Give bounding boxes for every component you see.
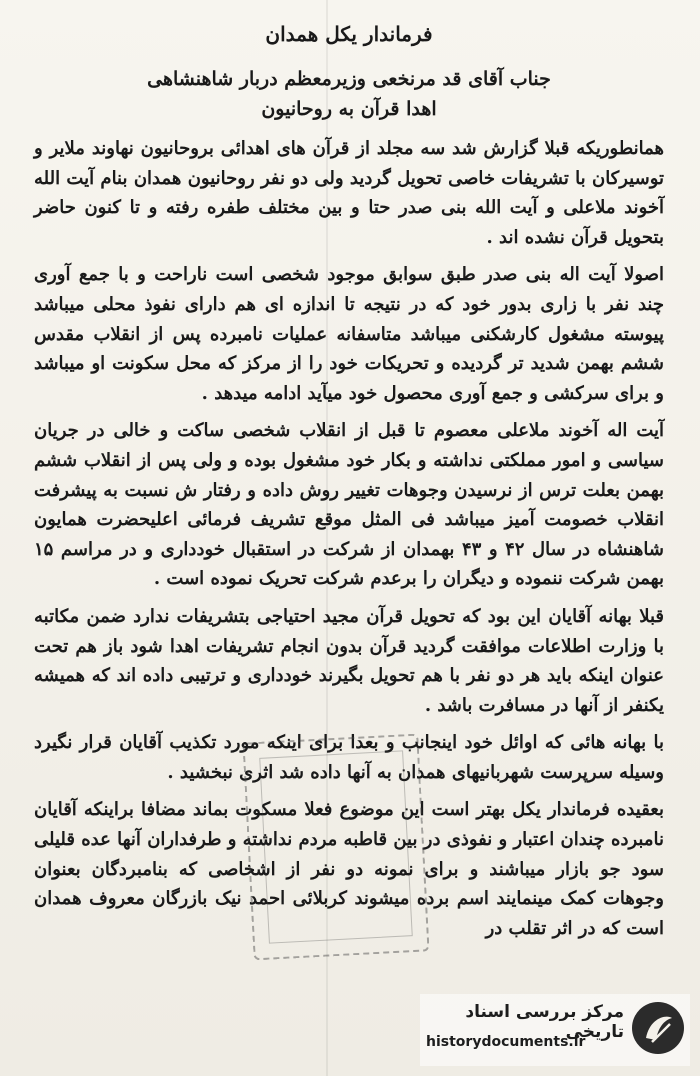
subject-line: اهدا قرآن به روحانیون [261,98,437,120]
paragraph-3: آیت اله آخوند ملاعلی معصوم تا قبل از انقلاب شخصی ساکت و خالی در جریان سیاسی و امور مملکتی نداشته و بکار خود مشغول بوده و ولی پس از انقلاب ششم بهمن بعلت ترس از نرسیدن وجوهات تغییر روش داده و رفتار ش نسبت به پیشرفت انقلاب خصومت آمیز میباشد فی المثل موقع تشریف فرمائی اعلیحضرت همایون شاهنشاه در سال ۴۲ و ۴۳ بهمدان از شرکت در استقبال خودداری و در مراسم ۱۵ بهمن شرکت ننموده و دیگران را برعدم شرکت تحریک نموده است . [34,420,664,590]
paragraph-6: بعقیده فرماندار یکل بهتر است این موضوع فعلا مسکوت بماند مضافا براینکه آقایان نامبرده چندان اعتبار و نفوذی در بین قاطبه مردم نداشته و طرفداران آنها عده قلیلی سود جو بازار میباشند و برای نمونه دو نفر از اشخاصی که بنامبردگان بعنوان وجوهات کمک مینمایند اسم برده میشوند کربلائی احمد نیک بازرگان معروف همدان است که در اثر تقلب در [34,799,664,939]
paragraph-4: قبلا بهانه آقایان این بود که تحویل قرآن مجید احتیاجی بتشریفات ندارد ضمن مکاتبه با وزارت اطلاعات موافقت گردید قرآن بدون انجام تشریفات اهدا شود باز هم تحت عنوان اینکه باید هر دو نفر با هم تحویل بگیرند خودداری و ترتیبی داده اند که همیشه یکنفر از آنها در مسافرت باشد . [34,605,664,716]
letter-heading: فرماندار یکل همدان [265,22,433,46]
paragraph-1: همانطوریکه قبلا گزارش شد سه مجلد از قرآن های اهدائی بروحانیون نهاوند ملایر و توسیرکان با تشریفات خاصی تحویل گردید ولی دو نفر روحانیون همدان بنام آیت الله آخوند ملاعلی و آیت الله بنی صدر حتا و بین مختلف طفره رفته و تا کنون حاضر بتحویل قرآن نشده اند . [34,138,664,248]
paragraph-2: اصولا آیت اله بنی صدر طبق سوابق موجود شخصی است ناراحت و با جمع آوری چند نفر با زاری بدور خود که در نتیجه تا اندازه ای هم دارای نفوذ محلی میباشد پیوسته مشغول کارشکنی میباشد متاسفانه عملیات نامبرده پس از انقلاب مقدس ششم بهمن شدید تر گردیده و تحریکات خود را از مرکز که محل سکونت او میباشد و برای سرکشی و جمع آوری محصول خود میآید ادامه میدهد . [34,264,665,404]
watermark-title: مرکز بررسی اسناد تاریخی [465,1002,624,1042]
watermark-url[interactable]: historydocuments.ir [426,1034,586,1050]
archive-logo-icon [630,1000,686,1056]
paragraph-5: با بهانه هائی که اوائل خود اینجانب و بعدا برای اینکه مورد تکذیب آقایان قرار نگیرد وسیله سرپرست شهربانیهای همدان به آنها داده شد اثری نبخشید . [34,732,664,783]
addressee-line: جناب آقای قد مرنخعی وزیرمعظم دربار شاهنشاهی [147,68,551,90]
archive-watermark [420,994,690,1066]
faded-stamp [242,734,429,961]
